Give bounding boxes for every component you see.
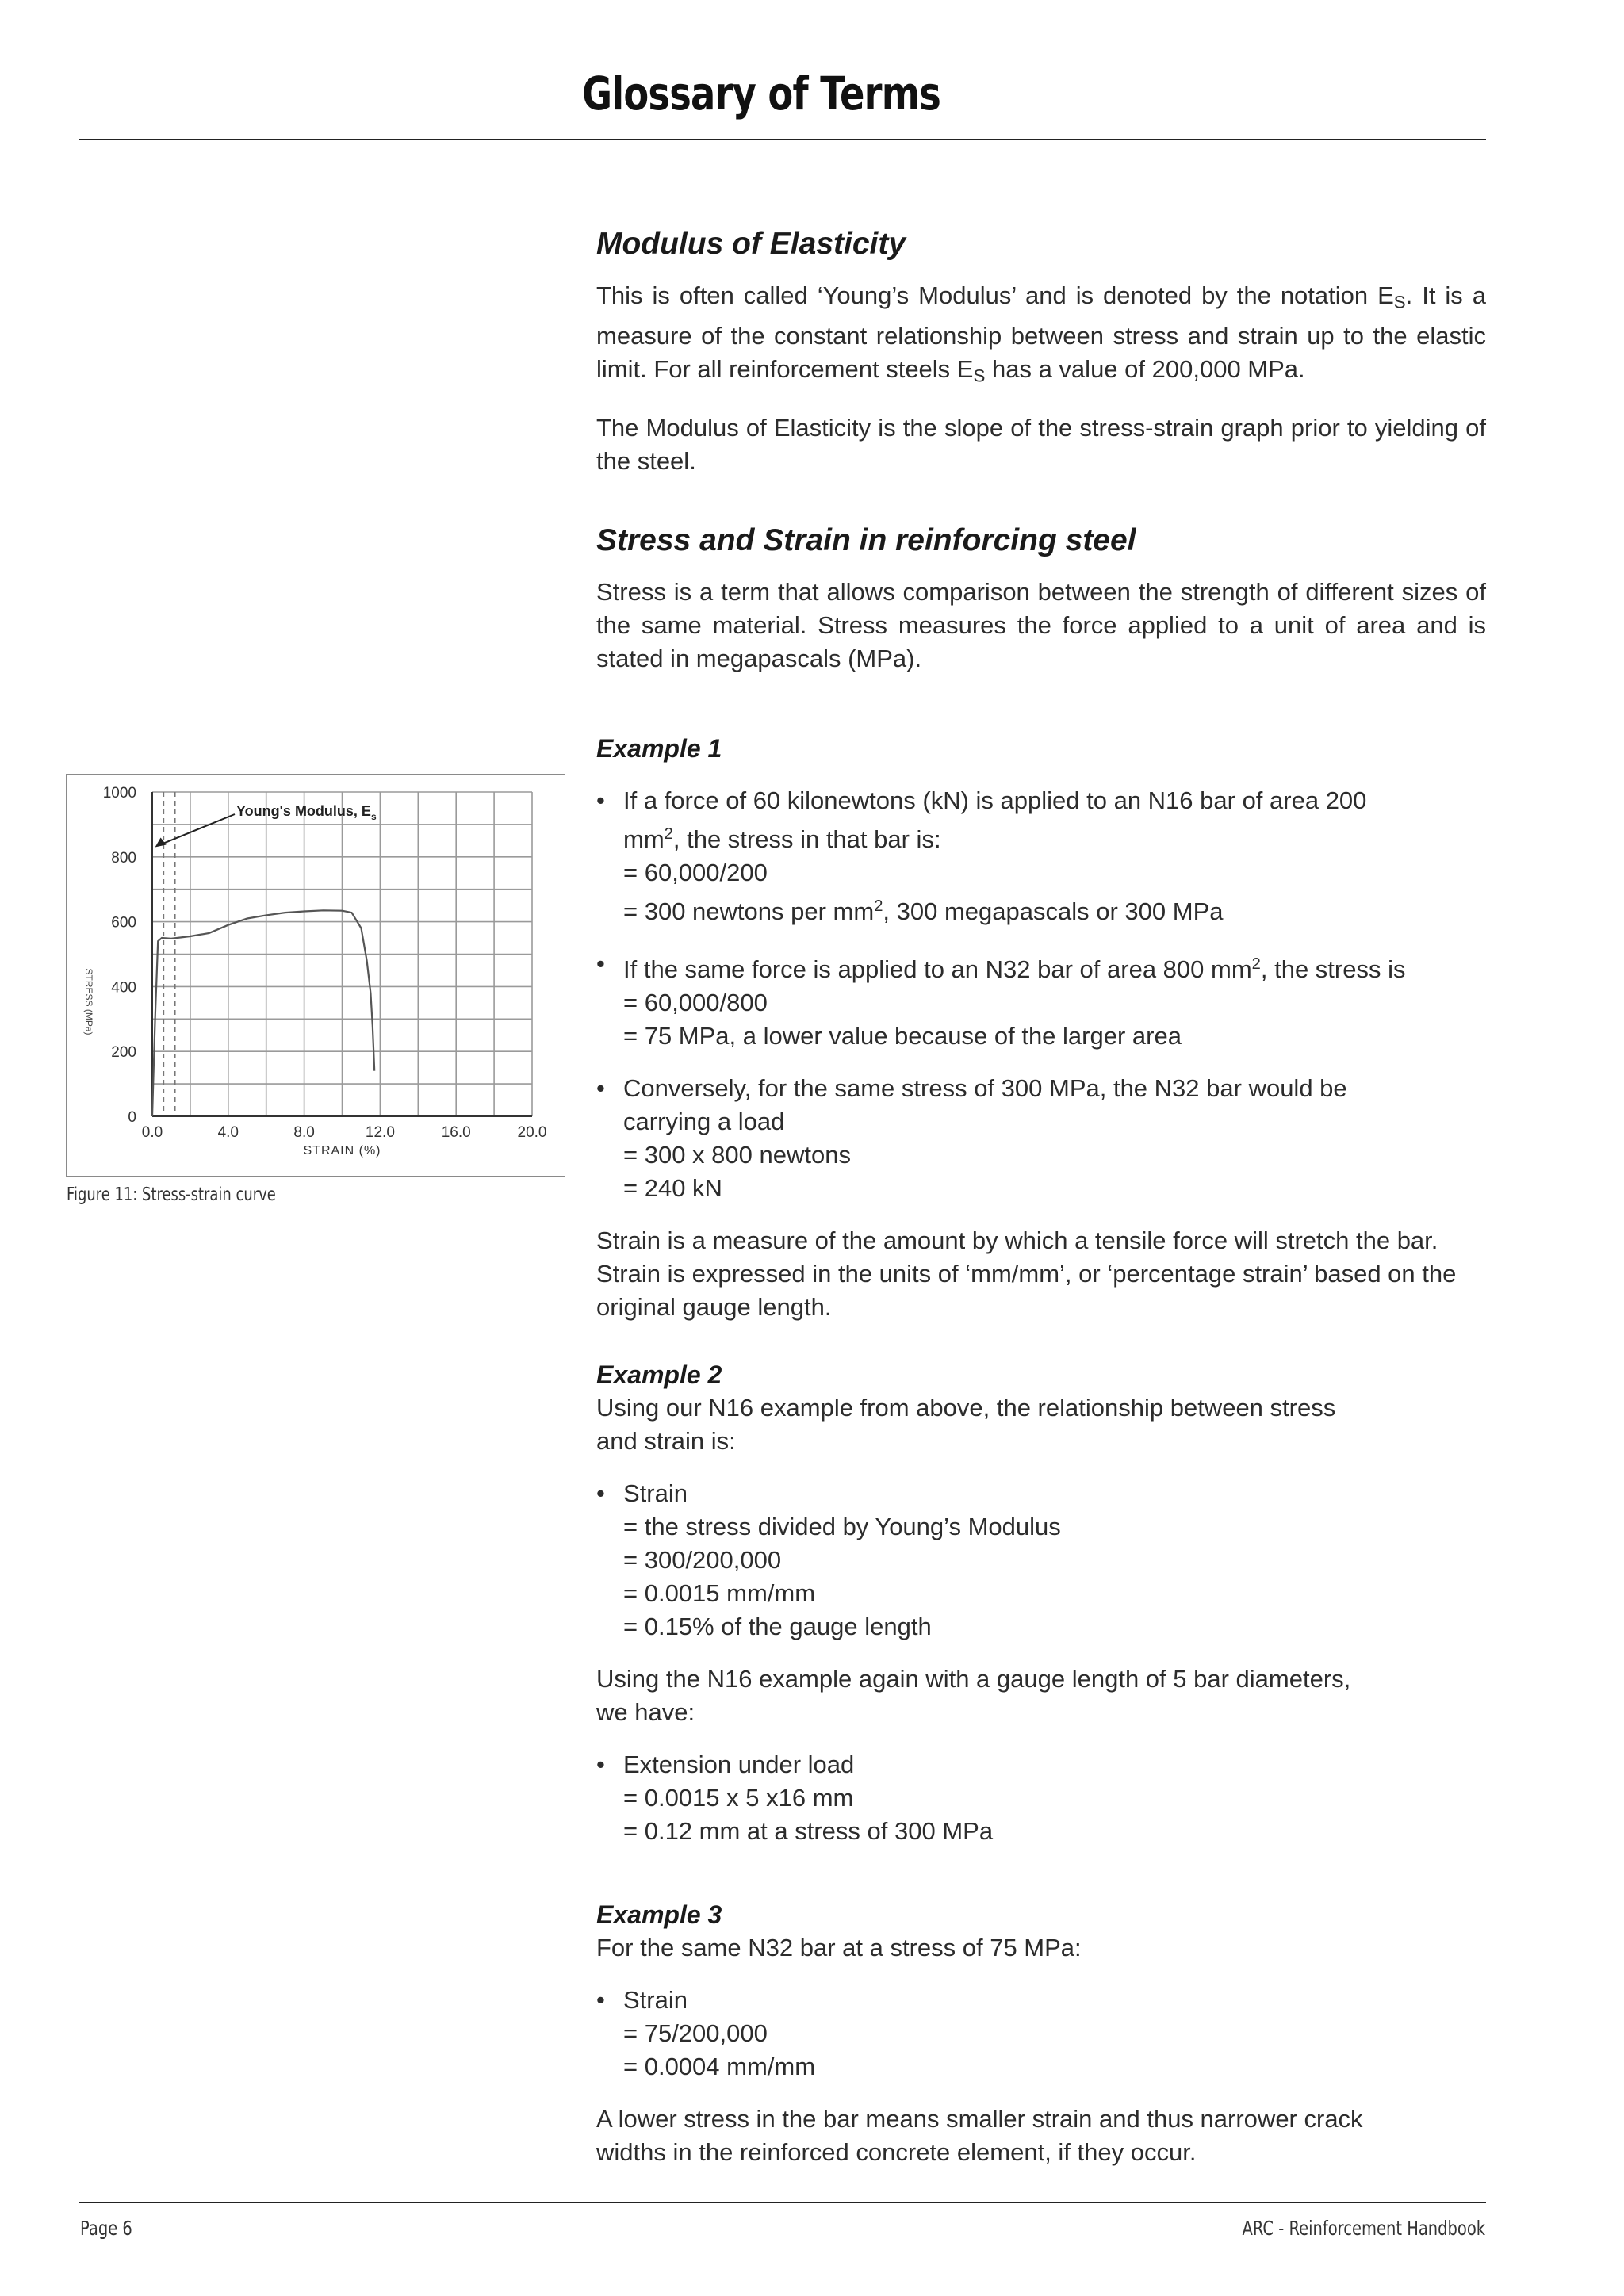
youngs-modulus-annotation: Young's Modulus, $E_s$ — [236, 803, 377, 822]
list-item: • Extension under load = 0.0015 x 5 x16 mm = 0.12 mm at a stress of 300 MPa — [596, 1748, 1486, 1848]
y-tick-label: 600 — [111, 914, 136, 932]
modulus-section — [596, 225, 1486, 478]
stress-paragraph: Stress is a term that allows comparison between the strength of different sizes of the same material. Stress measures the force applied to a unit of area and is stated in megapascals (MPa). — [596, 578, 1486, 672]
figure-caption: Figure 11: Stress-strain curve — [67, 1184, 276, 1205]
example-3-intro: For the same N32 bar at a stress of 75 MPa: — [596, 1934, 1082, 1961]
example-3-section — [596, 1898, 1486, 2169]
modulus-paragraph-2: The Modulus of Elasticity is the slope of the stress-strain graph prior to yielding of the steel. — [596, 414, 1486, 476]
example-3-heading: Example 3 — [596, 1900, 722, 1929]
example-2-section — [596, 1358, 1486, 1848]
y-tick-label: 0 — [128, 1109, 136, 1126]
y-tick-label: 400 — [111, 979, 136, 997]
stress-strain-figure — [66, 774, 565, 1177]
example-3-list — [596, 1984, 1486, 2084]
example-1-list — [596, 784, 1486, 1205]
stress-strain-heading: Stress and Strain in reinforcing steel — [596, 523, 1136, 557]
y-axis-title: STRESS (MPa) — [83, 968, 94, 1035]
annotation-subscript: s — [370, 811, 377, 822]
stress-strain-section — [596, 522, 1486, 675]
modulus-heading: Modulus of Elasticity — [596, 227, 906, 261]
y-tick-label: 1000 — [102, 785, 136, 802]
example-2-list-1 — [596, 1477, 1486, 1644]
x-tick-label: 20.0 — [517, 1124, 547, 1141]
stress-strain-chart — [67, 775, 565, 1176]
header-rule — [79, 139, 1486, 140]
x-tick-label: 16.0 — [441, 1124, 471, 1141]
page-title: Glossary of Terms — [581, 67, 941, 121]
example-1-section — [596, 732, 1486, 1324]
list-item: • Strain = the stress divided by Young’s Modulus = 300/200,000 = 0.0015 mm/mm = 0.15% of the gauge length — [596, 1477, 1486, 1644]
x-tick-label: 4.0 — [217, 1124, 239, 1141]
publication-title: ARC - Reinforcement Handbook — [1242, 2217, 1485, 2240]
y-tick-label: 800 — [111, 849, 136, 867]
modulus-paragraph-1: This is often called ‘Young’s Modulus’ and is denoted by the notation $E_S$. It is a measure of the constant relationship between stress and strain up to the elastic limit. For all reinforcement steels $E_S$ has a value of 200,000 MPa. — [596, 281, 1486, 386]
annotation-arrow-line — [160, 814, 235, 845]
strain-paragraph: Strain is a measure of the amount by which a tensile force will stretch the bar. Strain is expressed in the units of ‘mm/mm’, or ‘percentage strain’ based on the original gauge length. — [596, 1226, 1457, 1322]
example-2-heading: Example 2 — [596, 1360, 722, 1389]
example-2-paragraph: Using the N16 example again with a gauge length of 5 bar diameters, we have: — [596, 1665, 1351, 1726]
example-3-paragraph: A lower stress in the bar means smaller strain and thus narrower crack widths in the reinforced concrete element, if they occur. — [596, 2105, 1363, 2166]
list-item: • Conversely, for the same stress of 300 MPa, the N32 bar would be carrying a load = 300 x 800 newtons = 240 kN — [596, 1072, 1486, 1205]
footer-rule — [79, 2202, 1486, 2203]
example-1-heading: Example 1 — [596, 734, 722, 763]
list-item: • Strain = 75/200,000 = 0.0004 mm/mm — [596, 1984, 1486, 2084]
example-2-list-2 — [596, 1748, 1486, 1848]
list-item: • If the same force is applied to an N32 bar of area 800 $mm^2$, the stress is = 60,000/800 = 75 MPa, a lower value because of the larger area — [596, 947, 1486, 1053]
page-number: Page 6 — [80, 2217, 132, 2240]
x-tick-label: 0.0 — [141, 1124, 163, 1141]
example-2-intro: Using our N16 example from above, the relationship between stress and strain is: — [596, 1394, 1336, 1455]
x-tick-label: 12.0 — [365, 1124, 395, 1141]
x-axis-title: STRAIN (%) — [303, 1144, 381, 1158]
list-item: • If a force of 60 kilonewtons (kN) is applied to an N16 bar of area 200 $mm^2$, the stress in that bar is: = 60,000/200 = 300 newtons per $mm^2$, 300 megapascals or 300 MPa — [596, 784, 1486, 928]
x-tick-label: 8.0 — [293, 1124, 315, 1141]
stress-strain-curve — [152, 910, 374, 1116]
y-tick-label: 200 — [111, 1044, 136, 1062]
